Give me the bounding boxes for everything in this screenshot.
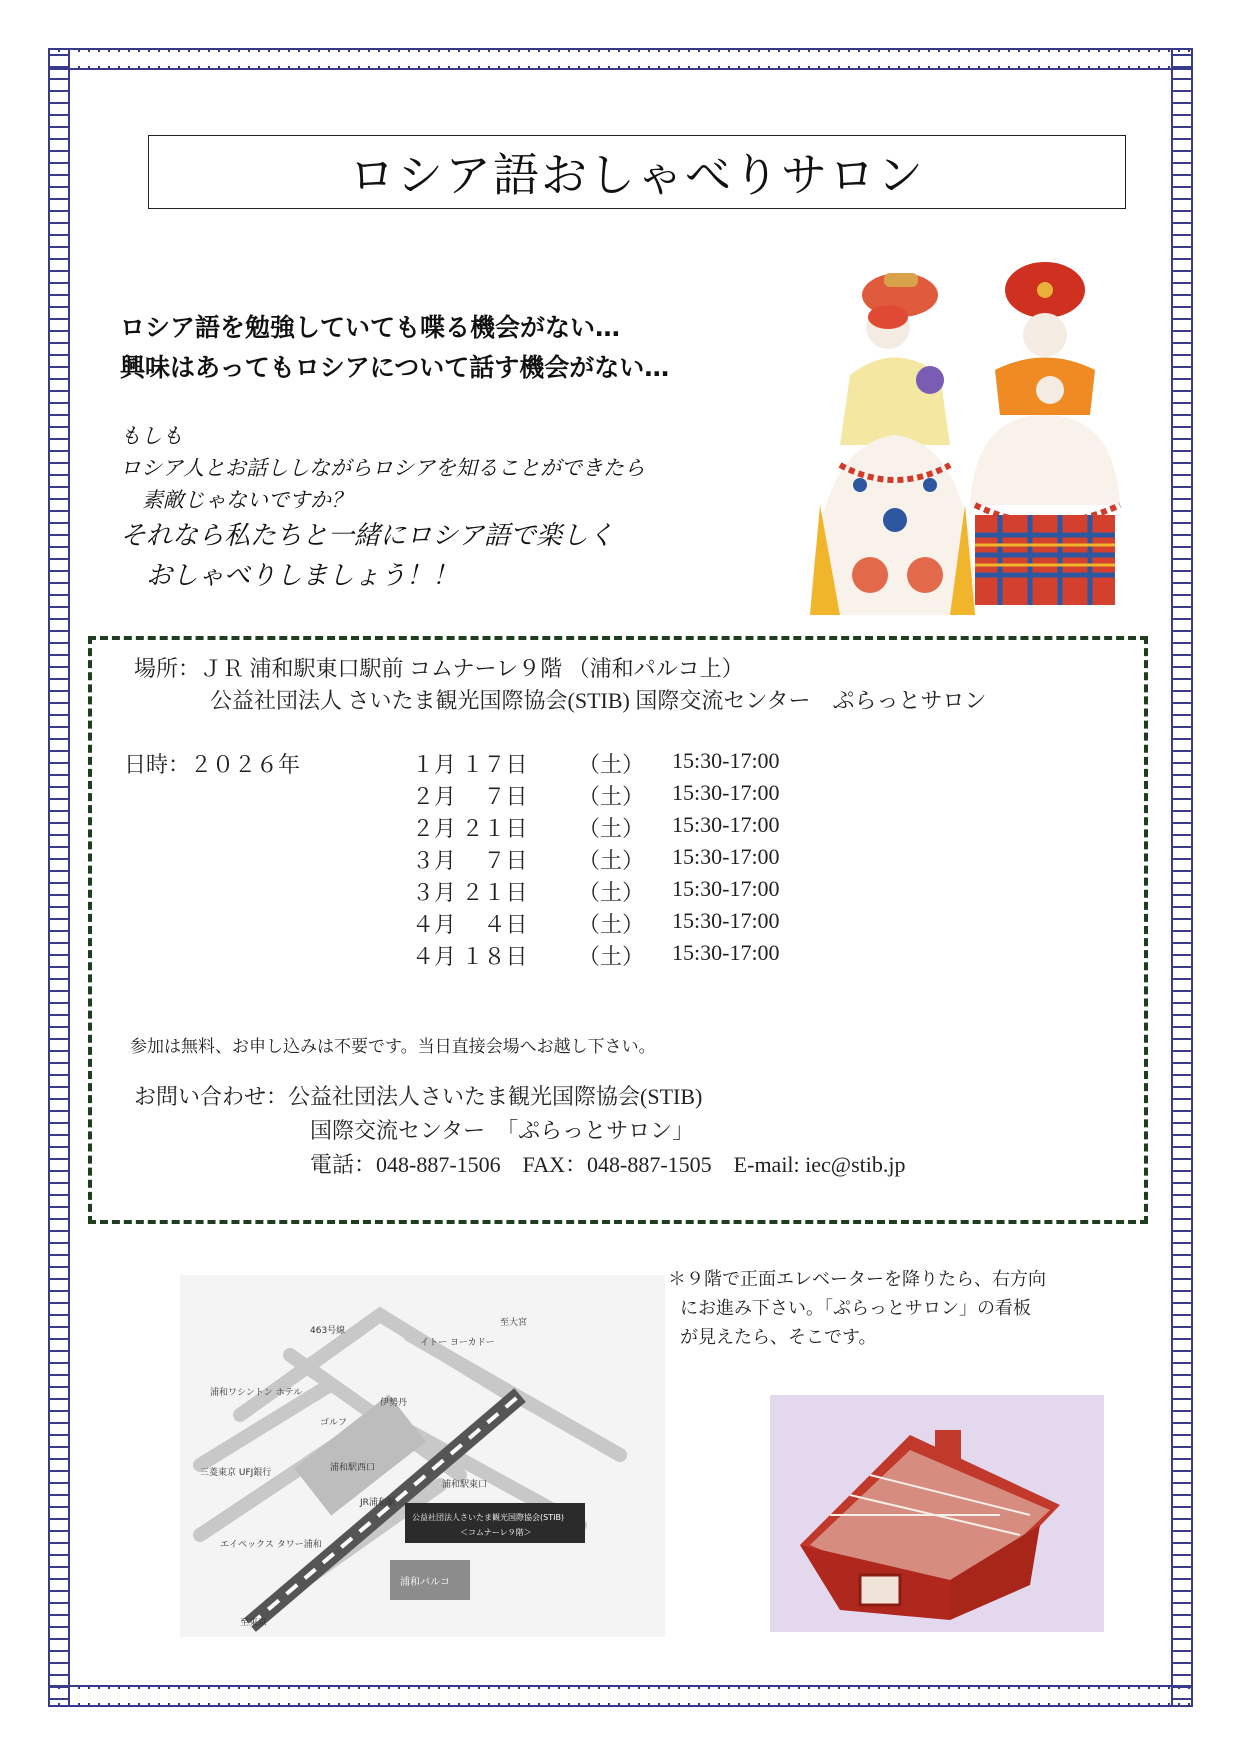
page-title: ロシア語おしゃべりサロン: [349, 148, 925, 202]
schedule-day: （土）: [578, 944, 645, 969]
map-label-parco: 浦和パルコ: [400, 1577, 450, 1588]
schedule-day: （土）: [578, 880, 645, 905]
schedule-time: 15:30-17:00: [672, 812, 780, 837]
map-label-mitsubishi: 三菱東京 UFJ銀行: [200, 1468, 272, 1478]
info-box: [88, 636, 1148, 1224]
directions-line-3: が見えたら、そこです。: [680, 1327, 877, 1348]
title-box: [148, 135, 1126, 209]
intro-line-1: ロシア語を勉強していても喋る機会がない…: [120, 313, 621, 342]
border-bottom: [48, 1685, 1193, 1707]
schedule-day: （土）: [578, 784, 645, 809]
italic-line-4: それなら私たちと一緒にロシア語で楽しく: [120, 521, 615, 551]
contact-line-1: お問い合わせ：公益社団法人さいたま観光国際協会(STIB): [134, 1084, 703, 1109]
directions-note: [668, 1265, 1118, 1352]
map-label-washington: 浦和ワシントン ホテル: [210, 1388, 303, 1398]
contact-line-2: 国際交流センター 「ぷらっとサロン」: [310, 1118, 695, 1143]
directions-line-2: にお進み下さい。「ぷらっとサロン」の看板: [680, 1298, 1031, 1319]
schedule-time: 15:30-17:00: [672, 844, 780, 869]
map-label-ipex: エイペックス タワー浦和: [220, 1540, 322, 1550]
map-label-ito-yokado: イトー ヨーカドー: [420, 1338, 495, 1348]
dymkovo-dolls-image: [800, 255, 1130, 625]
schedule-row: [92, 812, 1092, 842]
schedule-row: [92, 940, 1092, 970]
venue-org-line: 公益社団法人 さいたま観光国際協会(STIB) 国際交流センター ぷらっとサロン: [210, 688, 987, 713]
schedule-row: [92, 876, 1092, 906]
map-label-urawa-west: 浦和駅西口: [330, 1463, 376, 1473]
schedule-day: （土）: [578, 848, 645, 873]
map-label-stib-floor: ＜コムナーレ９階＞: [460, 1528, 532, 1537]
schedule-date: ２月 ７日: [412, 784, 528, 809]
venue-line: 場所：ＪＲ 浦和駅東口駅前 コムナーレ９階 （浦和パルコ上）: [134, 656, 744, 681]
schedule-date: ４月 ４日: [412, 912, 528, 937]
schedule-date: ４月 １８日: [412, 944, 528, 969]
schedule-day: （土）: [578, 752, 645, 777]
schedule-date: ３月 ２１日: [412, 880, 528, 905]
schedule-day: （土）: [578, 912, 645, 937]
map-label-jr-line: JR浦和駅: [360, 1498, 396, 1508]
schedule-time: 15:30-17:00: [672, 780, 780, 805]
access-map-image: [180, 1275, 665, 1637]
schedule-date: ３月 ７日: [412, 848, 528, 873]
fee-note: 参加は無料、お申し込みは不要です。当日直接会場へお越し下さい。: [130, 1037, 656, 1057]
schedule-time: 15:30-17:00: [672, 876, 780, 901]
map-label-tokyo: 至東京: [240, 1618, 268, 1628]
schedule-row: [92, 780, 1092, 810]
schedule-time: 15:30-17:00: [672, 748, 780, 773]
schedule-row: [92, 844, 1092, 874]
italic-line-1: もしも: [120, 424, 183, 448]
contact-line-3: 電話：048-887-1506 FAX：048-887-1505 E-mail: iec@stib.jp: [310, 1152, 906, 1177]
schedule-day: （土）: [578, 816, 645, 841]
intro-line-2: 興味はあってもロシアについて話す機会がない…: [120, 353, 670, 382]
map-label-urawa-east: 浦和駅東口: [442, 1480, 488, 1490]
map-label-omiya: 至大宮: [500, 1318, 528, 1328]
map-label-isetan: 伊勢丹: [380, 1398, 408, 1408]
map-label-route: 463号線: [310, 1326, 346, 1336]
map-label-stib: 公益社団法人さいたま観光国際協会(STIB): [412, 1513, 565, 1522]
schedule-date: ２月 ２１日: [412, 816, 528, 841]
map-label-golf: ゴルフ: [320, 1418, 348, 1428]
schedule-row: [92, 908, 1092, 938]
schedule-time: 15:30-17:00: [672, 940, 780, 965]
schedule-time: 15:30-17:00: [672, 908, 780, 933]
directions-line-1: ＊９階で正面エレベーターを降りたら、右方向: [668, 1269, 1046, 1290]
border-right: [1171, 48, 1193, 1707]
italic-line-2: ロシア人とお話ししながらロシアを知ることができたら: [120, 456, 645, 480]
schedule-label: 日時：２０２６年: [124, 752, 301, 777]
border-left: [48, 48, 70, 1707]
schedule-date: １月 １７日: [412, 752, 528, 777]
italic-line-5: おしゃべりしましょう！！: [146, 561, 459, 591]
italic-line-3: 素敵じゃないですか？: [142, 488, 352, 512]
house-ornament-image: [770, 1395, 1104, 1632]
schedule-row: [92, 748, 1092, 778]
border-top: [48, 48, 1193, 70]
